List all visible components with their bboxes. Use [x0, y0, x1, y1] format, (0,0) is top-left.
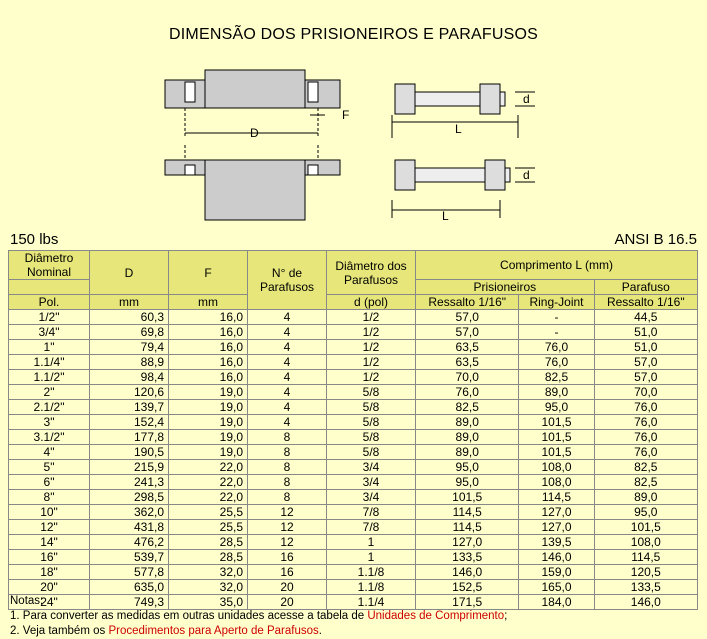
cell-ressalto-p: 82,5	[416, 400, 519, 415]
label-d-bolt: d	[523, 168, 530, 182]
cell-pol: 3/4"	[9, 325, 90, 340]
cell-num: 20	[248, 580, 327, 595]
cell-diam: 1/2	[327, 310, 416, 325]
cell-ring-joint: 108,0	[519, 460, 594, 475]
label-F: F	[342, 108, 350, 122]
cell-ring-joint: 95,0	[519, 400, 594, 415]
cell-ressalto-b: 70,0	[594, 385, 697, 400]
cell-num: 4	[248, 310, 327, 325]
flange-drawing-bottom	[165, 145, 340, 220]
table-row	[9, 520, 698, 535]
cell-pol: 8"	[9, 490, 90, 505]
cell-d: 362,0	[90, 505, 169, 520]
header-diametro-nominal: Diâmetro Nominal	[9, 251, 90, 280]
note-2: 2. Veja também os Procedimentos para Aperto de Parafusos.	[10, 625, 322, 637]
hex-bolt-drawing	[392, 160, 535, 218]
cell-ressalto-b: 95,0	[594, 505, 697, 520]
cell-f: 32,0	[169, 580, 248, 595]
cell-ressalto-b: 108,0	[594, 535, 697, 550]
cell-diam: 1/2	[327, 370, 416, 385]
cell-f: 16,0	[169, 310, 248, 325]
cell-ressalto-p: 89,0	[416, 430, 519, 445]
cell-ressalto-p: 76,0	[416, 385, 519, 400]
header-ressalto-prisioneiro: Ressalto 1/16"	[416, 295, 519, 310]
link-unidades-comprimento[interactable]: Unidades de Comprimento	[367, 610, 505, 622]
cell-pol: 2"	[9, 385, 90, 400]
stud-bolt-drawing	[392, 84, 535, 138]
cell-num: 8	[248, 490, 327, 505]
notes-heading: Notas:	[10, 595, 44, 607]
cell-f: 25,5	[169, 520, 248, 535]
cell-ressalto-b: 101,5	[594, 520, 697, 535]
cell-f: 19,0	[169, 445, 248, 460]
cell-diam: 1.1/8	[327, 565, 416, 580]
table-row	[9, 445, 698, 460]
header-mm-d: mm	[90, 295, 169, 310]
cell-ressalto-b: 89,0	[594, 490, 697, 505]
cell-ressalto-p: 133,5	[416, 550, 519, 565]
cell-pol: 4"	[9, 445, 90, 460]
cell-d: 749,3	[90, 595, 169, 610]
cell-diam: 1.1/8	[327, 580, 416, 595]
cell-d: 152,4	[90, 415, 169, 430]
cell-d: 88,9	[90, 355, 169, 370]
cell-f: 19,0	[169, 415, 248, 430]
cell-pol: 3"	[9, 415, 90, 430]
header-diametro-parafusos: Diâmetro dos Parafusos	[327, 251, 416, 295]
cell-ring-joint: 127,0	[519, 520, 594, 535]
label-L-bolt: L	[442, 209, 449, 223]
cell-pol: 1"	[9, 340, 90, 355]
cell-pol: 6"	[9, 475, 90, 490]
cell-ressalto-b: 120,5	[594, 565, 697, 580]
cell-ressalto-b: 76,0	[594, 415, 697, 430]
cell-f: 19,0	[169, 430, 248, 445]
cell-ring-joint: 76,0	[519, 355, 594, 370]
header-parafuso: Parafuso	[594, 280, 697, 295]
cell-diam: 5/8	[327, 430, 416, 445]
table-row	[9, 415, 698, 430]
cell-ressalto-b: 51,0	[594, 340, 697, 355]
pressure-class: 150 lbs	[10, 231, 59, 248]
cell-num: 4	[248, 385, 327, 400]
cell-diam: 1	[327, 550, 416, 565]
cell-diam: 5/8	[327, 385, 416, 400]
cell-ressalto-p: 63,5	[416, 355, 519, 370]
cell-pol: 5"	[9, 460, 90, 475]
cell-ring-joint: 108,0	[519, 475, 594, 490]
cell-ressalto-p: 70,0	[416, 370, 519, 385]
cell-ring-joint: 184,0	[519, 595, 594, 610]
cell-ring-joint: 101,5	[519, 415, 594, 430]
table-row	[9, 310, 698, 325]
table-row	[9, 475, 698, 490]
header-f: F	[169, 251, 248, 295]
cell-diam: 1	[327, 535, 416, 550]
cell-diam: 5/8	[327, 415, 416, 430]
cell-ressalto-b: 76,0	[594, 430, 697, 445]
cell-pol: 1.1/2"	[9, 370, 90, 385]
cell-diam: 3/4	[327, 475, 416, 490]
cell-diam: 3/4	[327, 460, 416, 475]
cell-d: 215,9	[90, 460, 169, 475]
cell-f: 16,0	[169, 370, 248, 385]
cell-ressalto-p: 114,5	[416, 505, 519, 520]
cell-num: 8	[248, 475, 327, 490]
cell-f: 32,0	[169, 565, 248, 580]
cell-ring-joint: -	[519, 325, 594, 340]
cell-ring-joint: 89,0	[519, 385, 594, 400]
cell-f: 28,5	[169, 550, 248, 565]
cell-num: 16	[248, 550, 327, 565]
cell-pol: 1.1/4"	[9, 355, 90, 370]
cell-f: 22,0	[169, 490, 248, 505]
table-row	[9, 370, 698, 385]
cell-ressalto-b: 82,5	[594, 475, 697, 490]
header-ring-joint: Ring-Joint	[519, 295, 594, 310]
cell-pol: 18"	[9, 565, 90, 580]
cell-ring-joint: 139,5	[519, 535, 594, 550]
table-row	[9, 535, 698, 550]
header-mm-f: mm	[169, 295, 248, 310]
cell-ressalto-p: 95,0	[416, 475, 519, 490]
cell-ressalto-p: 146,0	[416, 565, 519, 580]
cell-ressalto-p: 152,5	[416, 580, 519, 595]
cell-diam: 7/8	[327, 505, 416, 520]
cell-pol: 12"	[9, 520, 90, 535]
cell-d: 577,8	[90, 565, 169, 580]
table-row	[9, 460, 698, 475]
table-row	[9, 325, 698, 340]
cell-ring-joint: 101,5	[519, 430, 594, 445]
cell-num: 8	[248, 445, 327, 460]
cell-num: 16	[248, 565, 327, 580]
note-1: 1. Para converter as medidas em outras unidades acesse a tabela de Unidades de Comprimento;	[10, 610, 508, 622]
cell-ring-joint: 82,5	[519, 370, 594, 385]
label-D: D	[250, 126, 259, 140]
cell-ring-joint: 114,5	[519, 490, 594, 505]
cell-f: 16,0	[169, 355, 248, 370]
cell-d: 539,7	[90, 550, 169, 565]
table-row	[9, 550, 698, 565]
cell-ring-joint: 159,0	[519, 565, 594, 580]
cell-d: 69,8	[90, 325, 169, 340]
cell-f: 28,5	[169, 535, 248, 550]
cell-ressalto-p: 57,0	[416, 310, 519, 325]
header-ressalto-parafuso: Ressalto 1/16"	[594, 295, 697, 310]
cell-ressalto-b: 146,0	[594, 595, 697, 610]
cell-ring-joint: 165,0	[519, 580, 594, 595]
cell-f: 16,0	[169, 340, 248, 355]
dimensions-table	[8, 250, 698, 610]
cell-diam: 5/8	[327, 445, 416, 460]
header-d-pol: d (pol)	[327, 295, 416, 310]
cell-pol: 14"	[9, 535, 90, 550]
cell-ressalto-b: 76,0	[594, 400, 697, 415]
cell-d: 98,4	[90, 370, 169, 385]
cell-d: 79,4	[90, 340, 169, 355]
cell-d: 476,2	[90, 535, 169, 550]
cell-f: 35,0	[169, 595, 248, 610]
table-row	[9, 505, 698, 520]
page-title: DIMENSÃO DOS PRISIONEIROS E PARAFUSOS	[169, 26, 538, 43]
cell-diam: 5/8	[327, 400, 416, 415]
cell-ressalto-p: 63,5	[416, 340, 519, 355]
cell-f: 25,5	[169, 505, 248, 520]
label-L-stud: L	[455, 122, 462, 136]
cell-ressalto-b: 76,0	[594, 445, 697, 460]
cell-pol: 2.1/2"	[9, 400, 90, 415]
cell-ring-joint: 146,0	[519, 550, 594, 565]
cell-ring-joint: 127,0	[519, 505, 594, 520]
cell-num: 12	[248, 520, 327, 535]
cell-num: 4	[248, 355, 327, 370]
cell-d: 190,5	[90, 445, 169, 460]
cell-diam: 1/2	[327, 325, 416, 340]
cell-diam: 1/2	[327, 355, 416, 370]
cell-d: 241,3	[90, 475, 169, 490]
cell-ressalto-b: 82,5	[594, 460, 697, 475]
cell-diam: 1.1/4	[327, 595, 416, 610]
cell-diam: 7/8	[327, 520, 416, 535]
cell-num: 8	[248, 460, 327, 475]
label-d-stud: d	[523, 92, 530, 106]
technical-drawings	[150, 60, 560, 235]
header-prisioneiros: Prisioneiros	[416, 280, 595, 295]
cell-diam: 3/4	[327, 490, 416, 505]
cell-ring-joint: 76,0	[519, 340, 594, 355]
header-comprimento: Comprimento L (mm)	[416, 251, 698, 280]
cell-ressalto-p: 171,5	[416, 595, 519, 610]
table-row	[9, 340, 698, 355]
cell-num: 20	[248, 595, 327, 610]
cell-ressalto-b: 51,0	[594, 325, 697, 340]
cell-num: 4	[248, 370, 327, 385]
cell-pol: 3.1/2"	[9, 430, 90, 445]
cell-num: 8	[248, 430, 327, 445]
cell-d: 177,8	[90, 430, 169, 445]
cell-ressalto-b: 114,5	[594, 550, 697, 565]
cell-d: 60,3	[90, 310, 169, 325]
cell-d: 120,6	[90, 385, 169, 400]
table-row	[9, 580, 698, 595]
cell-pol: 10"	[9, 505, 90, 520]
cell-ressalto-p: 57,0	[416, 325, 519, 340]
cell-d: 635,0	[90, 580, 169, 595]
cell-f: 22,0	[169, 460, 248, 475]
cell-f: 16,0	[169, 325, 248, 340]
cell-pol: 1/2"	[9, 310, 90, 325]
cell-ressalto-p: 95,0	[416, 460, 519, 475]
cell-ressalto-b: 57,0	[594, 370, 697, 385]
cell-num: 12	[248, 535, 327, 550]
cell-ring-joint: -	[519, 310, 594, 325]
cell-ressalto-b: 44,5	[594, 310, 697, 325]
cell-d: 298,5	[90, 490, 169, 505]
header-spacer	[9, 280, 90, 295]
cell-num: 4	[248, 415, 327, 430]
cell-ressalto-p: 127,0	[416, 535, 519, 550]
table-row	[9, 355, 698, 370]
cell-d: 139,7	[90, 400, 169, 415]
cell-ressalto-b: 57,0	[594, 355, 697, 370]
table-row	[9, 490, 698, 505]
cell-num: 4	[248, 400, 327, 415]
cell-ressalto-p: 114,5	[416, 520, 519, 535]
standard: ANSI B 16.5	[614, 231, 697, 248]
cell-f: 19,0	[169, 400, 248, 415]
link-procedimentos-aperto[interactable]: Procedimentos para Aperto de Parafusos	[108, 625, 319, 637]
cell-ressalto-p: 89,0	[416, 415, 519, 430]
table-row	[9, 430, 698, 445]
notes	[10, 594, 507, 639]
cell-f: 19,0	[169, 385, 248, 400]
cell-ressalto-p: 101,5	[416, 490, 519, 505]
table-row	[9, 385, 698, 400]
table-row	[9, 565, 698, 580]
cell-d: 431,8	[90, 520, 169, 535]
cell-num: 12	[248, 505, 327, 520]
cell-num: 4	[248, 325, 327, 340]
header-num-parafusos: N° de Parafusos	[248, 251, 327, 310]
cell-f: 22,0	[169, 475, 248, 490]
cell-pol: 16"	[9, 550, 90, 565]
cell-pol: 24"	[9, 595, 90, 610]
cell-pol: 20"	[9, 580, 90, 595]
cell-diam: 1/2	[327, 340, 416, 355]
cell-ressalto-p: 89,0	[416, 445, 519, 460]
cell-ring-joint: 101,5	[519, 445, 594, 460]
cell-ressalto-b: 133,5	[594, 580, 697, 595]
cell-num: 4	[248, 340, 327, 355]
header-d: D	[90, 251, 169, 295]
table-row	[9, 400, 698, 415]
header-pol: Pol.	[9, 295, 90, 310]
